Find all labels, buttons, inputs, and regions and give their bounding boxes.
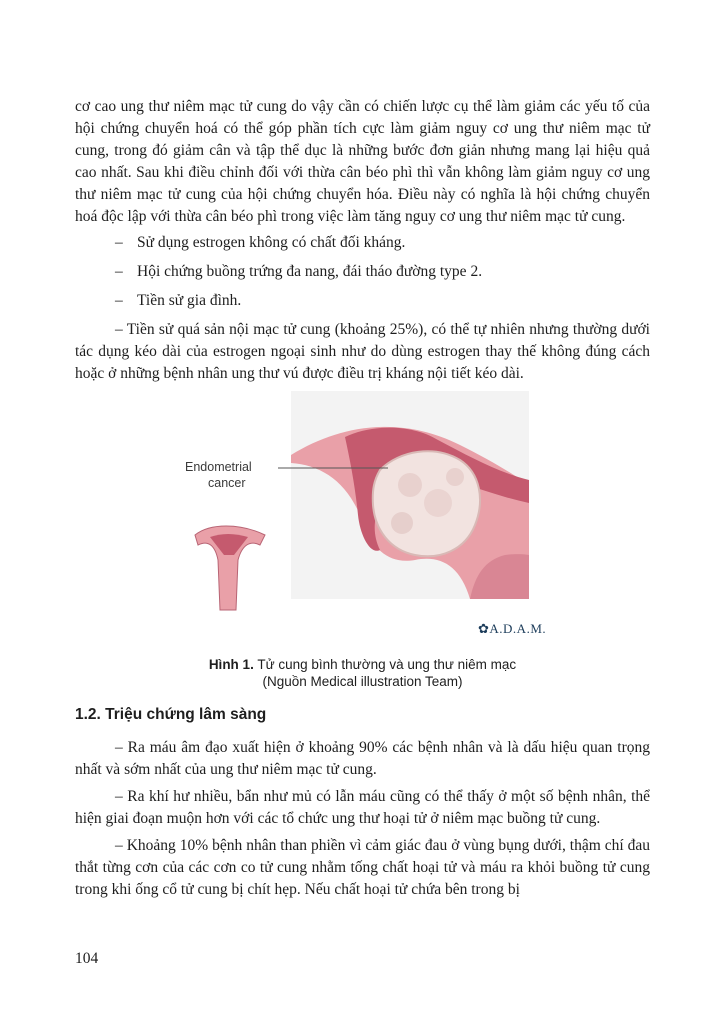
risk-item-4 xyxy=(75,319,650,385)
symptom-item-1 xyxy=(75,737,650,781)
risk-item-text: Tiền sử quá sản nội mạc tử cung (khoảng 25%), có thể tự nhiên nhưng thường dưới tác dụng kéo dài của estrogen ngoại sinh như do dùng estrogen thay thế không đúng cách hoặc ở những bệnh nhân ung thư vú được điều trị kháng nội tiết kéo dài. xyxy=(75,321,650,382)
risk-item-1 xyxy=(75,232,650,254)
symptom-item-3 xyxy=(75,835,650,901)
risk-item-2 xyxy=(75,261,650,283)
dash-marker: – xyxy=(115,321,123,338)
uterus-illustration xyxy=(170,385,550,625)
intro-paragraph: cơ cao ung thư niêm mạc tử cung do vậy cần có chiến lược cụ thể làm giảm các yếu tố của hội chứng chuyển hoá có thể góp phần tích cực làm giảm nguy cơ ung thư niêm mạc tử cung, trong đó giảm cân và tập thể dục là những bước đơn giản nhưng mang lại hiệu quả cao nhất. Sau khi điều chỉnh đối với thừa cân béo phì thì vẫn không làm giảm nguy cơ ung thư niêm mạc tử cung của hội chứng chuyển hóa. Điều này có nghĩa là hội chứng chuyển hoá độc lập với thừa cân béo phì trong việc làm tăng nguy cơ ung thư niêm mạc tử cung. xyxy=(75,98,650,225)
symptom-text: Ra khí hư nhiều, bẩn như mủ có lẫn máu cũng có thể thấy ở một số bệnh nhân, thể hiện giai đoạn muộn hơn với các tổ chức ung thư hoại tử ở niêm mạc buồng tử cung. xyxy=(75,788,650,827)
label-cancer: cancer xyxy=(208,476,246,490)
caption-text: Tử cung bình thường và ung thư niêm mạc xyxy=(253,657,517,672)
dash-marker: – xyxy=(115,739,123,756)
tumor-lobule xyxy=(446,468,464,486)
dash-marker: – xyxy=(115,837,123,854)
symptom-text: Khoảng 10% bệnh nhân than phiền vì cảm giác đau ở vùng bụng dưới, thậm chí đau thắt từng cơn của các cơn co tử cung nhằm tống chất hoại tử và máu ra khỏi buồng tử cung trong khi ống cổ tử cung bị chít hẹp. Nếu chất hoại tử chứa bên trong bị xyxy=(75,837,651,898)
dash-marker: – xyxy=(115,292,123,309)
risk-item-3 xyxy=(75,290,650,312)
section-heading: 1.2. Triệu chứng lâm sàng xyxy=(75,706,267,723)
risk-item-text: Tiền sử gia đình. xyxy=(137,292,242,309)
tumor-lobule xyxy=(398,473,422,497)
dash-marker: – xyxy=(115,788,123,805)
figure-caption xyxy=(75,656,650,673)
risk-item-text: Sử dụng estrogen không có chất đối kháng. xyxy=(137,234,406,251)
caption-label: Hình 1. xyxy=(208,657,254,672)
tumor-lobule xyxy=(424,489,452,517)
label-endometrial: Endometrial xyxy=(185,460,252,474)
dash-marker: – xyxy=(115,263,123,280)
dash-marker: – xyxy=(115,234,123,251)
risk-item-text: Hội chứng buồng trứng đa nang, đái tháo đường type 2. xyxy=(137,263,483,280)
symptom-text: Ra máu âm đạo xuất hiện ở khoảng 90% các bệnh nhân và là dấu hiệu quan trọng nhất và sớm nhất của ung thư niêm mạc tử cung. xyxy=(75,739,651,778)
symptom-item-2 xyxy=(75,786,650,830)
figure-caption-source: (Nguồn Medical illustration Team) xyxy=(262,674,463,689)
tumor-lobule xyxy=(391,512,413,534)
adam-logo: ✿A.D.A.M. xyxy=(478,621,547,636)
page-number: 104 xyxy=(75,950,99,967)
